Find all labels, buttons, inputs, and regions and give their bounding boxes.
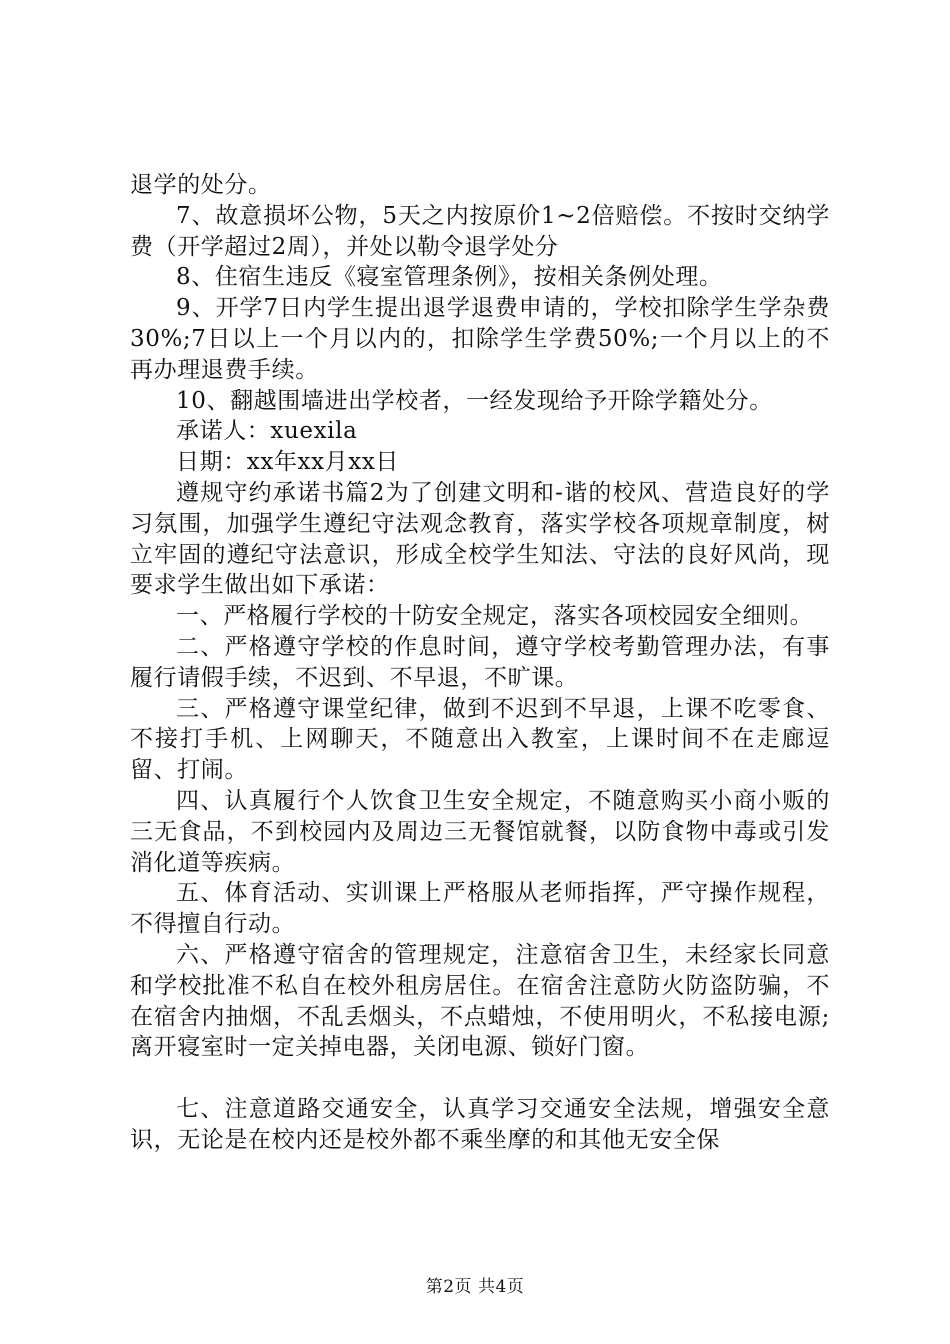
paragraph-item-3: 三、严格遵守课堂纪律，做到不迟到不早退，上课不吃零食、不接打手机、上网聊天，不随意出入教室，上课时间不在走廊逗留、打闹。 [130,695,830,784]
page-number-footer: 第2页 共4页 [425,1277,525,1297]
paragraph-3: 8、住宿生违反《寝室管理条例》，按相关条例处理。 [176,264,723,291]
paragraph-item-5: 五、体育活动、实训课上严格服从老师指挥，严守操作规程，不得擅自行动。 [130,880,830,938]
date-line: 日期：xx年xx月xx日 [176,449,400,476]
paragraph-4: 9、开学7日内学生提出退学退费申请的，学校扣除学生学杂费30%;7日以上一个月以内的，扣除学生学费50%;一个月以上的不再办理退费手续。 [130,295,830,383]
paragraph-item-1: 一、严格履行学校的十防安全规定，落实各项校园安全细则。 [176,603,814,630]
paragraph-intro-2: 遵规守约承诺书篇2为了创建文明和-谐的校风、营造良好的学习氛围，加强学生遵纪守法观念教育，落实学校各项规章制度，树立牢固的遵纪守法意识，形成全校学生知法、守法的良好风尚，现要求学生做出如下承诺： [130,479,830,599]
paragraph-1: 退学的处分。 [130,172,272,198]
promisor-line: 承诺人：xuexila [176,418,358,445]
paragraph-item-7: 七、注意道路交通安全，认真学习交通安全法规，增强安全意识，无论是在校内还是校外都不乘坐摩的和其他无安全保 [130,1096,830,1153]
paragraph-item-6: 六、严格遵守宿舍的管理规定，注意宿舍卫生，未经家长同意和学校批准不私自在校外租房居住。在宿舍注意防火防盗防骗，不在宿舍内抽烟，不乱丢烟头，不点蜡烛，不使用明火，不私接电源;离开寝室时一定关掉电器，关闭电源、锁好门窗。 [130,941,830,1061]
document-body [130,170,830,1156]
paragraph-5: 10、翻越围墙进出学校者，一经发现给予开除学籍处分。 [176,387,773,414]
paragraph-2: 7、故意损坏公物，5天之内按原价1~2倍赔偿。不按时交纳学费（开学超过2周），并处以勒令退学处分 [130,202,830,260]
paragraph-item-2: 二、严格遵守学校的作息时间，遵守学校考勤管理办法，有事履行请假手续，不迟到、不早退，不旷课。 [130,633,830,691]
paragraph-item-4: 四、认真履行个人饮食卫生安全规定，不随意购买小商小贩的三无食品，不到校园内及周边三无餐馆就餐，以防食物中毒或引发消化道等疾病。 [130,787,830,876]
